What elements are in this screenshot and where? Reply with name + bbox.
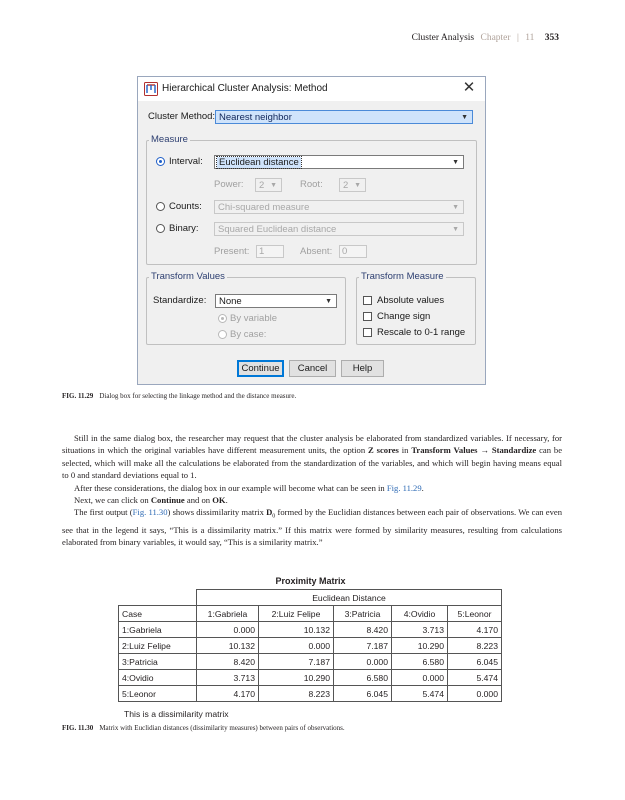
- page-number: 353: [544, 33, 559, 43]
- table-cell: 6.045: [448, 654, 502, 670]
- cluster-method-dropdown[interactable]: [215, 110, 473, 124]
- matrix-title: Proximity Matrix: [275, 576, 346, 586]
- binary-label: Binary:: [169, 223, 199, 234]
- figure-link[interactable]: Fig. 11.29: [386, 482, 422, 493]
- root-value: 2: [343, 180, 349, 191]
- by-variable-radio[interactable]: [218, 314, 227, 323]
- chevron-down-icon: ▼: [452, 159, 459, 166]
- counts-label: Counts:: [169, 201, 202, 212]
- paragraph: The first output (Fig. 11.30) shows dissimilarity matrix $D_0$ formed by the Euclidian distances between each pair of observations. We can even see that in the legend it says, “This is a dissimilarity matrix.” If this matrix were formed by similarity measures, resulting from calculations elaborated from binary variables, it would say, “This is a similarity matrix.”: [62, 507, 562, 547]
- table-row: [119, 686, 502, 702]
- absent-input[interactable]: 0: [339, 245, 367, 258]
- column-header: 3:Patricia: [334, 606, 392, 622]
- chevron-down-icon: ▼: [354, 182, 361, 189]
- paragraph: After these considerations, the dialog box in our example will become what can be seen in Fig. 11.29.: [74, 482, 424, 493]
- table-cell: 0.000: [334, 654, 392, 670]
- absolute-values-checkbox[interactable]: [363, 296, 372, 305]
- table-cell: 4.170: [448, 622, 502, 638]
- interval-label: Interval:: [169, 156, 203, 167]
- header-separator: |: [516, 33, 519, 43]
- binary-measure-dropdown[interactable]: [214, 222, 464, 236]
- table-cell: 8.420: [334, 622, 392, 638]
- absent-label: Absent:: [300, 246, 333, 257]
- chapter-number: 11: [525, 33, 535, 43]
- counts-radio[interactable]: [156, 202, 165, 211]
- by-case-radio[interactable]: [218, 330, 227, 339]
- table-cell: 0.000: [448, 686, 502, 702]
- standardize-value: None: [219, 296, 242, 307]
- running-header: [412, 33, 559, 43]
- row-header: 4:Ovidio: [119, 670, 197, 686]
- table-row: [119, 622, 502, 638]
- table-cell: 10.132: [259, 622, 334, 638]
- table-cell: 6.580: [392, 654, 448, 670]
- counts-measure-value: Chi-squared measure: [218, 202, 310, 213]
- interval-radio[interactable]: [156, 157, 165, 166]
- paragraph: Next, we can click on Continue and on OK.: [74, 495, 228, 506]
- column-header: 5:Leonor: [448, 606, 502, 622]
- column-header: 1:Gabriela: [197, 606, 259, 622]
- column-header: 4:Ovidio: [392, 606, 448, 622]
- by-variable-label: By variable: [230, 313, 277, 324]
- body-text: [62, 432, 562, 548]
- power-dropdown[interactable]: [255, 178, 282, 192]
- table-row: [119, 670, 502, 686]
- figure-caption-text: Matrix with Euclidian distances (dissimilarity measures) between pairs of observations.: [99, 724, 345, 732]
- continue-button[interactable]: Continue: [237, 360, 284, 377]
- table-cell: 10.290: [259, 670, 334, 686]
- row-header: 1:Gabriela: [119, 622, 197, 638]
- row-header: 3:Patricia: [119, 654, 197, 670]
- absolute-values-label: Absolute values: [377, 295, 445, 306]
- figure-caption-11-30: [62, 724, 345, 732]
- power-value: 2: [259, 180, 265, 191]
- figure-caption-text: Dialog box for selecting the linkage method and the distance measure.: [99, 392, 297, 400]
- cluster-method-value: Nearest neighbor: [219, 112, 292, 123]
- table-cell: 10.290: [392, 638, 448, 654]
- table-cell: 8.223: [259, 686, 334, 702]
- help-button[interactable]: Help: [341, 360, 384, 377]
- standardize-dropdown[interactable]: [215, 294, 337, 308]
- table-cell: 3.713: [392, 622, 448, 638]
- dialog-titlebar: [138, 77, 485, 101]
- table-cell: 4.170: [197, 686, 259, 702]
- present-input[interactable]: 1: [256, 245, 284, 258]
- change-sign-checkbox[interactable]: [363, 312, 372, 321]
- counts-measure-dropdown[interactable]: [214, 200, 464, 214]
- rescale-label: Rescale to 0-1 range: [377, 327, 466, 338]
- by-case-label: By case:: [230, 329, 267, 340]
- figure-label: FIG. 11.29: [62, 392, 94, 400]
- table-cell: 5.474: [392, 686, 448, 702]
- chevron-down-icon: ▼: [452, 226, 459, 233]
- spss-app-icon: [144, 82, 158, 96]
- proximity-matrix: [118, 589, 502, 702]
- table-cell: 6.045: [334, 686, 392, 702]
- binary-radio[interactable]: [156, 224, 165, 233]
- transform-values-legend: Transform Values: [151, 271, 225, 282]
- matrix-group-header: Euclidean Distance: [197, 590, 502, 606]
- matrix-corner: Case: [119, 606, 197, 622]
- table-cell: 10.132: [197, 638, 259, 654]
- table-cell: 0.000: [392, 670, 448, 686]
- table-cell: 0.000: [197, 622, 259, 638]
- table-cell: 7.187: [334, 638, 392, 654]
- cluster-method-label: Cluster Method:: [148, 111, 216, 122]
- dialog-title: Hierarchical Cluster Analysis: Method: [162, 83, 328, 94]
- chevron-down-icon: ▼: [270, 182, 277, 189]
- root-label: Root:: [300, 179, 323, 190]
- power-label: Power:: [214, 179, 244, 190]
- table-cell: 3.713: [197, 670, 259, 686]
- matrix-corner-blank: [119, 590, 197, 606]
- chevron-down-icon: ▼: [461, 114, 468, 121]
- figure-link[interactable]: Fig. 11.30: [132, 507, 168, 518]
- table-row: [119, 638, 502, 654]
- paragraph: Still in the same dialog box, the researcher may request that the cluster analysis be elaborated from standardized variables. If necessary, for situations in which the original variables have different measurement units, the option Z scores in Transform Values → Standardize can be selected, which will make all the calculations be elaborated from the standardization of the variables, and which will begin having means equal to 0 and standard deviations equal to 1.: [62, 433, 563, 481]
- standardize-label: Standardize:: [153, 295, 207, 306]
- table-cell: 0.000: [259, 638, 334, 654]
- figure-caption-11-29: [62, 392, 296, 400]
- row-header: 2:Luiz Felipe: [119, 638, 197, 654]
- chevron-down-icon: ▼: [325, 298, 332, 305]
- rescale-checkbox[interactable]: [363, 328, 372, 337]
- figure-label: FIG. 11.30: [62, 724, 94, 732]
- root-dropdown[interactable]: [339, 178, 366, 192]
- cancel-button[interactable]: Cancel: [289, 360, 336, 377]
- chapter-label: Chapter: [480, 33, 511, 43]
- table-cell: 6.580: [334, 670, 392, 686]
- cluster-method-dialog: [137, 76, 486, 385]
- chevron-down-icon: ▼: [452, 204, 459, 211]
- interval-measure-dropdown[interactable]: [214, 155, 464, 169]
- change-sign-label: Change sign: [377, 311, 431, 322]
- column-header: 2:Luiz Felipe: [259, 606, 334, 622]
- present-label: Present:: [214, 246, 250, 257]
- measure-legend: Measure: [151, 134, 188, 145]
- table-row: [119, 654, 502, 670]
- table-cell: 5.474: [448, 670, 502, 686]
- transform-measure-legend: Transform Measure: [361, 271, 444, 282]
- binary-measure-value: Squared Euclidean distance: [218, 224, 337, 235]
- interval-measure-value: Euclidean distance: [219, 157, 299, 168]
- table-cell: 7.187: [259, 654, 334, 670]
- close-icon[interactable]: ✕: [462, 79, 476, 96]
- row-header: 5:Leonor: [119, 686, 197, 702]
- section-title: Cluster Analysis: [411, 33, 475, 43]
- matrix-footnote: This is a dissimilarity matrix: [124, 709, 229, 719]
- table-cell: 8.223: [448, 638, 502, 654]
- table-cell: 8.420: [197, 654, 259, 670]
